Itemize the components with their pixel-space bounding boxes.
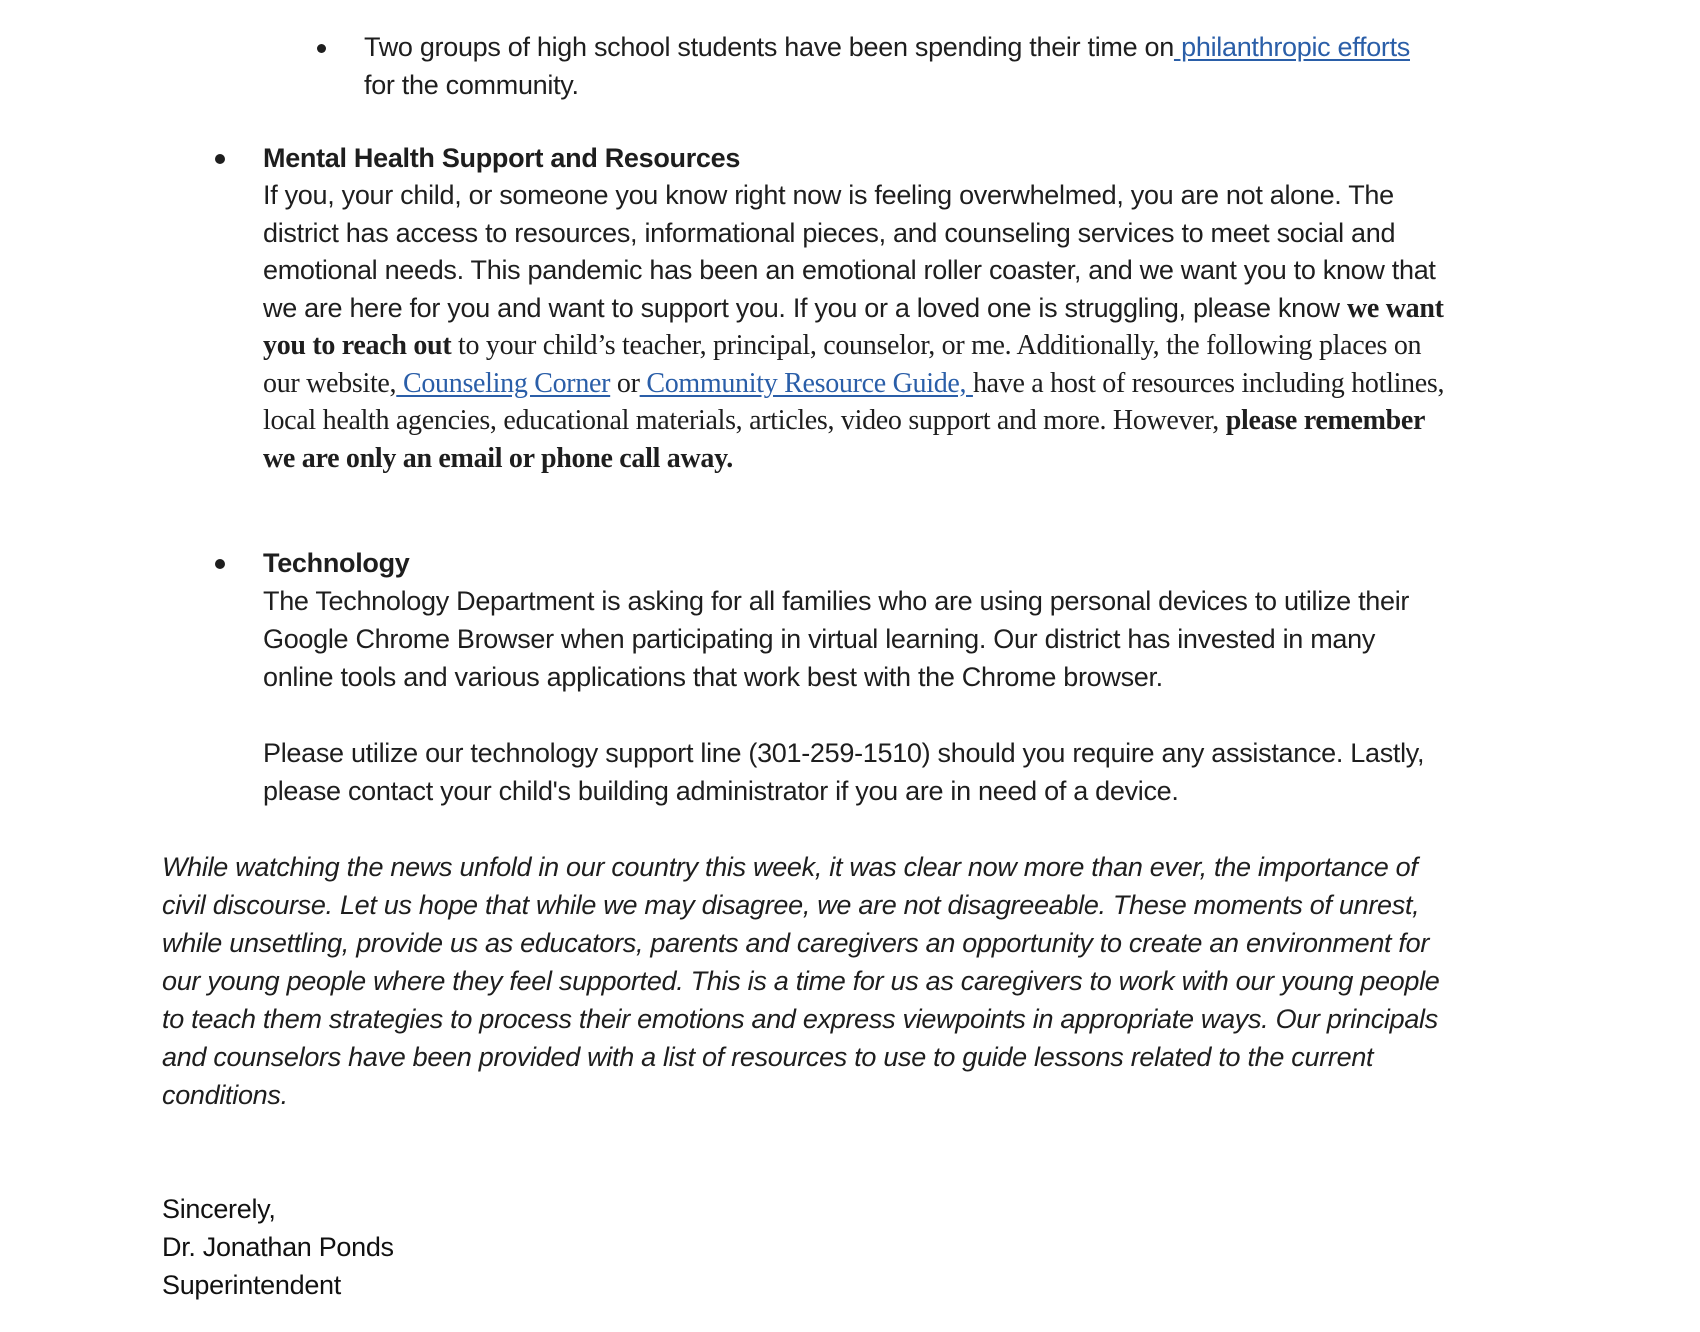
sub-bullet-item bbox=[364, 28, 1424, 104]
mental-health-text-2: to your child’s teacher, principal, counselor, or me. Additionally, the following places on our website, bbox=[263, 330, 1422, 399]
mental-health-section bbox=[263, 139, 1463, 477]
contact-reminder-emphasis: please remember we are only an email or phone call away. bbox=[263, 405, 1425, 474]
technology-paragraph-2: Please utilize our technology support line (301-259-1510) should you require any assistance. Lastly, please contact your child's building administrator if you are in need of a device. bbox=[263, 738, 1425, 806]
technology-paragraph-1: The Technology Department is asking for all families who are using personal devices to utilize their Google Chrome Browser when participating in virtual learning. Our district has invested in many online tools and various applications that work best with the Chrome browser. bbox=[263, 586, 1410, 692]
sub-bullet-text-after: for the community. bbox=[364, 70, 579, 100]
technology-section bbox=[263, 544, 1443, 810]
mental-health-paragraph bbox=[263, 177, 1463, 477]
or-text: or bbox=[610, 367, 640, 399]
signature-block bbox=[162, 1190, 762, 1304]
mental-health-heading: Mental Health Support and Resources bbox=[263, 143, 741, 173]
community-resource-guide-link[interactable]: Community Resource Guide, bbox=[639, 367, 973, 399]
mental-health-text-1: If you, your child, or someone you know right now is feeling overwhelmed, you are not alone. The district has access to resources, informational pieces, and counseling services to meet social and emotional needs. This pandemic has been an emotional roller coaster, and we want you to know that we are here for you and want to support you. If you or a loved one is struggling, please know bbox=[263, 180, 1436, 323]
signer-name: Dr. Jonathan Ponds bbox=[162, 1232, 394, 1262]
bullet-icon bbox=[215, 559, 225, 569]
closing-note-text: While watching the news unfold in our country this week, it was clear now more than ever, the importance of civil discourse. Let us hope that while we may disagree, we are not disagreeable. These moments of unrest, while unsettling, provide us as educators, parents and caregivers an opportunity to create an environment for our young people where they feel supported. This is a time for us as caregivers to work with our young people to teach them strategies to process their emotions and express viewpoints in appropriate ways. Our principals and counselors have been provided with a list of resources to use to guide lessons related to the current conditions. bbox=[162, 852, 1440, 1110]
salutation: Sincerely, bbox=[162, 1194, 276, 1224]
mental-health-text-3: have a host of resources including hotlines, local health agencies, educational materials, articles, video support and more. However, bbox=[263, 367, 1445, 436]
technology-heading: Technology bbox=[263, 548, 410, 578]
reach-out-emphasis: we want you to reach out bbox=[263, 292, 1444, 361]
sub-bullet-text: Two groups of high school students have been spending their time on bbox=[364, 32, 1174, 62]
bullet-icon bbox=[215, 154, 225, 164]
signer-title: Superintendent bbox=[162, 1270, 341, 1300]
bullet-icon bbox=[317, 44, 326, 53]
counseling-corner-link[interactable]: Counseling Corner bbox=[396, 367, 611, 399]
closing-note bbox=[162, 848, 1462, 1114]
philanthropic-efforts-link[interactable]: philanthropic efforts bbox=[1173, 32, 1410, 62]
